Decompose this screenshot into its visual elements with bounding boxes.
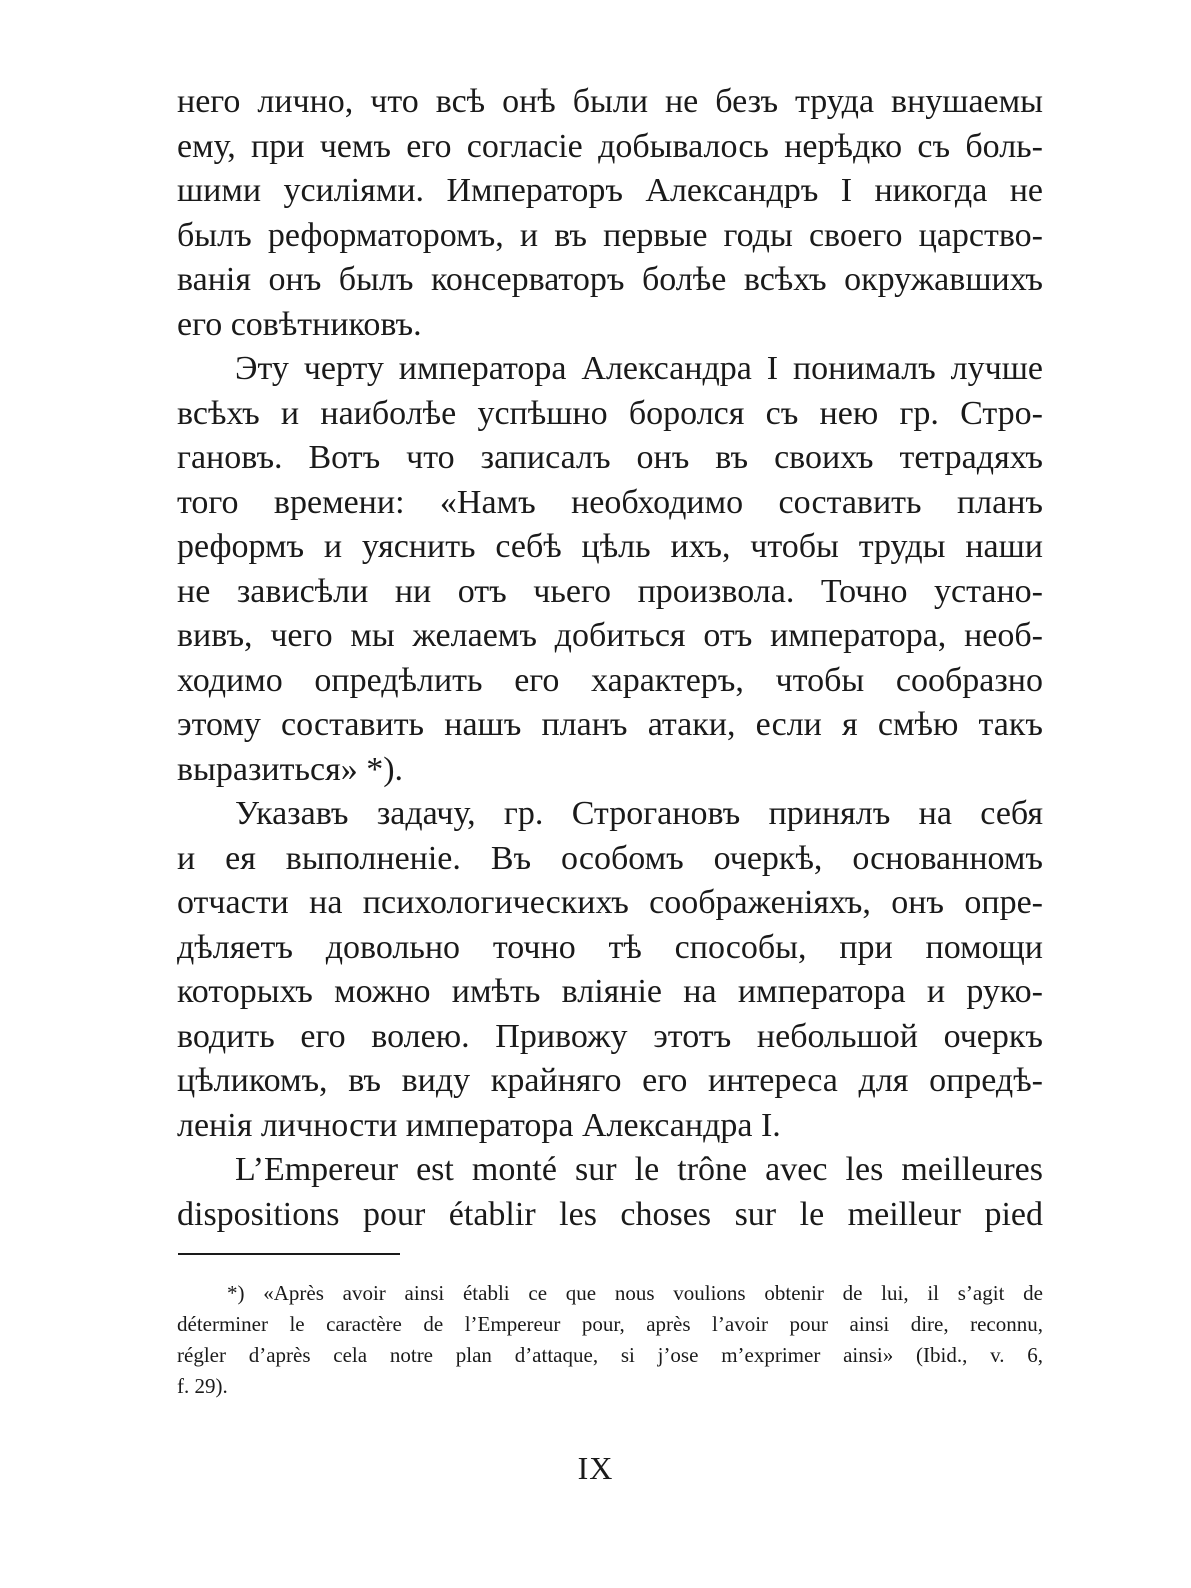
footnote-line: déterminer le caractère de l’Empereur pour, après l’avoir pour ainsi dire, reconnu, [177, 1312, 1043, 1336]
text-line: того времени: «Намъ необходимо составить планъ [177, 483, 1043, 521]
text-line: которыхъ можно имѣть вліяніе на императора и руко- [177, 973, 1043, 1010]
footnote-divider [178, 1253, 400, 1255]
paragraph-first-line: Эту черту императора Александра I понималъ лучше [235, 350, 1043, 387]
text-line: ему, при чемъ его согласіе добывалось нерѣдко съ боль- [177, 127, 1043, 165]
paragraph-first-line: Указавъ задачу, гр. Строгановъ принялъ на себя [235, 795, 1043, 832]
text-line: ходимо опредѣлить его характеръ, чтобы сообразно [177, 661, 1043, 699]
text-line: водить его волею. Привожу этотъ небольшой очеркъ [177, 1017, 1043, 1055]
text-line: дѣляетъ довольно точно тѣ способы, при помощи [177, 928, 1043, 966]
text-line: этому составить нашъ планъ атаки, если я смѣю такъ [177, 706, 1043, 743]
text-line: шими усиліями. Императоръ Александръ I никогда не [177, 172, 1043, 209]
paragraph-first-line: L’Empereur est monté sur le trône avec les meilleures [235, 1151, 1043, 1188]
text-line: ленія личности императора Александра I. [177, 1106, 781, 1144]
text-line: гановъ. Вотъ что записалъ онъ въ своихъ тетрадяхъ [177, 439, 1043, 476]
text-line: dispositions pour établir les choses sur le meilleur pied [177, 1195, 1043, 1233]
text-line: ванія онъ былъ консерваторъ болѣе всѣхъ окружавшихъ [177, 261, 1043, 298]
text-line: отчасти на психологическихъ соображеніяхъ, онъ опре- [177, 884, 1043, 921]
text-line: не зависѣли ни отъ чьего произвола. Точно устано- [177, 572, 1043, 610]
body-text [177, 80, 1043, 1237]
text-line: вивъ, чего мы желаемъ добиться отъ императора, необ- [177, 617, 1043, 654]
text-line: его совѣтниковъ. [177, 305, 422, 343]
text-line: былъ реформаторомъ, и въ первые годы своего царство- [177, 216, 1043, 254]
text-line: и ея выполненіе. Въ особомъ очеркѣ, основанномъ [177, 839, 1043, 877]
page-number: IX [577, 1450, 614, 1486]
text-line: него лично, что всѣ онѣ были не безъ труда внушаемы [177, 83, 1043, 120]
text-line: реформъ и уяснить себѣ цѣль ихъ, чтобы труды наши [177, 528, 1043, 565]
footnote [177, 1278, 1043, 1402]
footnote-line: f. 29). [177, 1374, 228, 1398]
text-line: выразиться» *). [177, 750, 404, 788]
footnote-line: régler d’après cela notre plan d’attaque, si j’ose m’exprimer ainsi» (Ibid., v. 6, [177, 1343, 1043, 1367]
text-line: всѣхъ и наиболѣе успѣшно боролся съ нею гр. Стро- [177, 394, 1043, 432]
text-line: цѣликомъ, въ виду крайняго его интереса для опредѣ- [177, 1062, 1043, 1099]
footnote-line: *) «Après avoir ainsi établi ce que nous voulions obtenir de lui, il s’agit de [227, 1281, 1043, 1305]
